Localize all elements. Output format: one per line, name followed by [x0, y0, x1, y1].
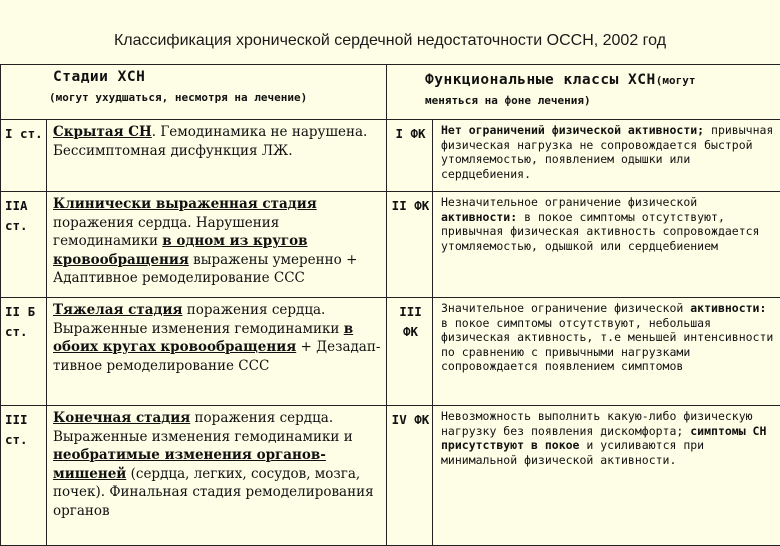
header-classes-subtitle: меняться на фоне лечения)	[425, 94, 774, 107]
fk-label: II ФК	[387, 192, 433, 298]
stage-description	[47, 298, 387, 406]
header-stages	[1, 65, 387, 120]
stage-target-organs: необратимые изменения органов-мишеней	[53, 447, 326, 482]
header-classes	[387, 65, 780, 120]
stage-description	[47, 406, 387, 546]
classification-table	[0, 64, 780, 546]
page-title: Классификация хронической сердечной недостаточности ОССН, 2002 год	[0, 32, 780, 50]
header-stages-subtitle: (могут ухудшаться, несмотря на лечение)	[49, 91, 380, 104]
fk-description	[433, 192, 780, 298]
header-classes-title-tail: (могут	[656, 74, 696, 87]
table-row	[1, 192, 780, 298]
stage-description	[47, 120, 387, 192]
stage-text: поражения сердца. Выраженные изменения гемодинамики	[53, 302, 344, 337]
stage-name: Скрытая СН	[53, 124, 152, 140]
fk-text-start: Значительное ограничение физической	[441, 301, 690, 315]
stage-name: Клинически выраженная стадия	[53, 196, 317, 212]
fk-emphasis: активности:	[690, 301, 766, 315]
stage-label: II Б ст.	[1, 298, 47, 406]
fk-text: в покое симптомы отсутствуют, привычная физическая активность сопровождается утомляемостью, одышкой или сердцебиением	[441, 210, 760, 253]
stage-label: III ст.	[1, 406, 47, 546]
stage-circulation: в одном из кругов кровообращения	[53, 233, 308, 268]
stage-label: I ст.	[1, 120, 47, 192]
header-classes-title: Функциональные классы ХСН	[425, 72, 656, 88]
fk-label: III ФК	[387, 298, 433, 406]
fk-label: IV ФК	[387, 406, 433, 546]
fk-text-start: Незначительное ограничение физической	[441, 195, 697, 209]
stage-circulation: в обоих кругах кровообращения	[53, 321, 353, 356]
fk-text: привычная физическая нагрузка не сопровождается быстрой утомляемостью, появлением одышки или сердцебиения.	[441, 123, 773, 181]
stage-description	[47, 192, 387, 298]
table-header-row	[1, 65, 780, 120]
stage-text: поражения сердца. Выраженные изменения гемодинамики и	[53, 410, 353, 445]
fk-description	[433, 406, 780, 546]
fk-emphasis: симптомы СН присутствуют в покое	[441, 424, 766, 453]
table-row	[1, 406, 780, 546]
fk-description	[433, 298, 780, 406]
fk-label: I ФК	[387, 120, 433, 192]
fk-text: и усиливаются при минимальной физической активности.	[441, 438, 704, 467]
fk-text: в покое симптомы отсутствуют, небольшая физическая активность, т.е меньшей интенсивности по сравнению с привычными нагрузками сопровождается появлением симптомов	[441, 316, 773, 374]
fk-emphasis: Нет ограничений физической активности;	[441, 123, 704, 137]
fk-emphasis: активности:	[441, 210, 517, 224]
table-row	[1, 298, 780, 406]
table-row	[1, 120, 780, 192]
fk-description	[433, 120, 780, 192]
stage-text: . Гемодинамика не нарушена. Бессимптомная дисфункция ЛЖ.	[53, 124, 367, 159]
stage-name: Тяжелая стадия	[53, 302, 183, 318]
stage-text: поражения сердца. Нарушения гемодинамики	[53, 215, 279, 250]
stage-label: IIA ст.	[1, 192, 47, 298]
header-stages-title: Стадии ХСН	[53, 69, 380, 85]
stage-name: Конечная стадия	[53, 410, 190, 426]
stage-text-end: выражены умеренно + Адаптивное ремоделирование ССС	[53, 252, 357, 287]
stage-text-end: + Дезадап-тивное ремоделирование ССС	[53, 339, 380, 374]
fk-text-start: Невозможность выполнить какую-либо физическую нагрузку без появления дискомфорта;	[441, 409, 753, 438]
stage-text-end: (сердца, легких, сосудов, мозга, почек). Финальная стадия ремоделирования органов	[53, 466, 374, 519]
